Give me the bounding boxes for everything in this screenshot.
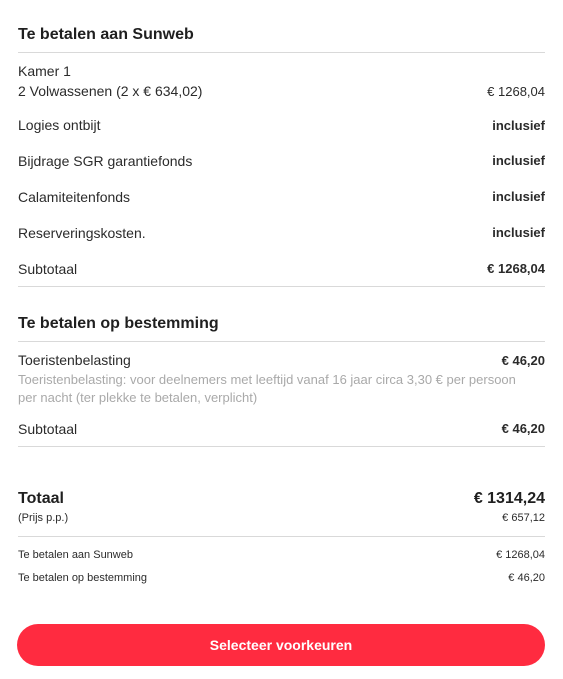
select-preferences-button[interactable]: Selecteer voorkeuren bbox=[17, 624, 545, 666]
destination-subtotal-label: Subtotaal bbox=[18, 421, 78, 437]
tourist-tax-label: Toeristenbelasting bbox=[18, 352, 131, 368]
total-value: € 1314,24 bbox=[473, 490, 545, 507]
destination-section-title: Te betalen op bestemming bbox=[18, 315, 219, 332]
price-per-person-value: € 657,12 bbox=[502, 512, 545, 524]
sunweb-section-title: Te betalen aan Sunweb bbox=[18, 26, 194, 43]
price-per-person-label: (Prijs p.p.) bbox=[18, 512, 69, 524]
adults-value: € 1268,04 bbox=[487, 84, 545, 99]
breakdown-sunweb-value: € 1268,04 bbox=[496, 549, 545, 561]
row-value-logies: inclusief bbox=[492, 118, 545, 133]
sunweb-subtotal-value: € 1268,04 bbox=[487, 261, 545, 276]
breakdown-destination-label: Te betalen op bestemming bbox=[18, 572, 148, 584]
row-value-sgr: inclusief bbox=[492, 153, 545, 168]
row-value-calamiteiten: inclusief bbox=[492, 189, 545, 204]
row-label-sgr: Bijdrage SGR garantiefonds bbox=[18, 153, 193, 169]
divider bbox=[18, 341, 545, 342]
breakdown-destination-value: € 46,20 bbox=[508, 572, 545, 584]
adults-label: 2 Volwassenen (2 x € 634,02) bbox=[18, 83, 203, 99]
sunweb-subtotal-label: Subtotaal bbox=[18, 261, 78, 277]
room-label: Kamer 1 bbox=[18, 63, 71, 79]
divider bbox=[18, 52, 545, 53]
row-value-reservering: inclusief bbox=[492, 225, 545, 240]
breakdown-sunweb-label: Te betalen aan Sunweb bbox=[18, 549, 133, 561]
destination-subtotal-value: € 46,20 bbox=[501, 421, 545, 436]
row-label-logies: Logies ontbijt bbox=[18, 117, 101, 133]
row-label-reservering: Reserveringskosten. bbox=[18, 225, 146, 241]
tourist-tax-note: Toeristenbelasting: voor deelnemers met leeftijd vanaf 16 jaar circa 3,30 € per persoon per nacht (ter plekke te betalen, verplicht) bbox=[18, 372, 516, 405]
divider bbox=[18, 536, 545, 537]
row-label-calamiteiten: Calamiteitenfonds bbox=[18, 189, 131, 205]
divider bbox=[18, 286, 545, 287]
divider bbox=[18, 446, 545, 447]
tourist-tax-value: € 46,20 bbox=[501, 353, 545, 368]
total-label: Totaal bbox=[18, 490, 64, 507]
